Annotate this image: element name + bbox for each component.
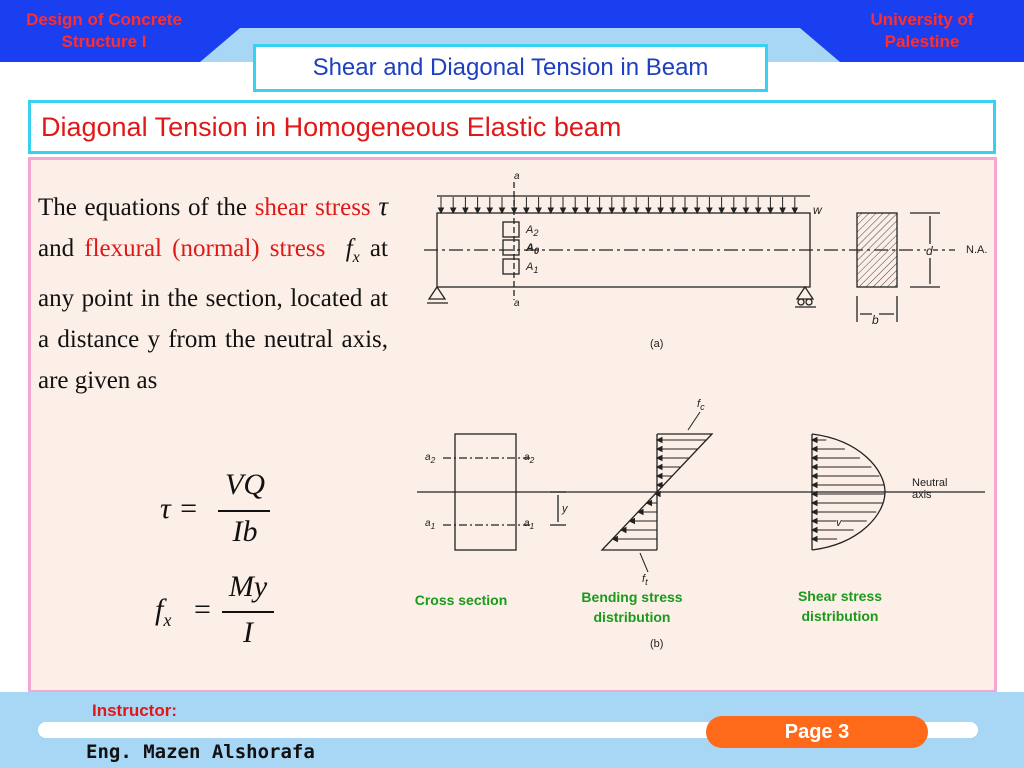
university-name: University of Palestine [870,10,974,51]
tau-symbol: τ [378,191,389,221]
instructor-name: Eng. Mazen Alshorafa [86,741,315,763]
flexural-stress-term: flexural (normal) stress [84,235,326,262]
caption-cross-section: Cross section [414,592,508,608]
slide-title: Shear and Diagonal Tension in Beam [253,44,768,92]
course-name: Design of Concrete Structure I [26,10,182,51]
caption-shear-stress: Shear stress distribution [797,588,883,624]
section-heading: Diagonal Tension in Homogeneous Elastic beam [28,100,996,154]
caption-bending-stress: Bending stress distribution [581,589,683,625]
fx-symbol: $f_x$ [345,235,360,266]
body-text: The equations of the shear stress τ and flexural (normal) stress $f_x$ at any point in the section, located at a distance y from the neutral axis, are given as [38,191,389,394]
instructor-label: Instructor: [92,701,177,720]
shear-stress-term: shear stress [254,194,371,221]
page-number: Page 3 [706,716,928,748]
